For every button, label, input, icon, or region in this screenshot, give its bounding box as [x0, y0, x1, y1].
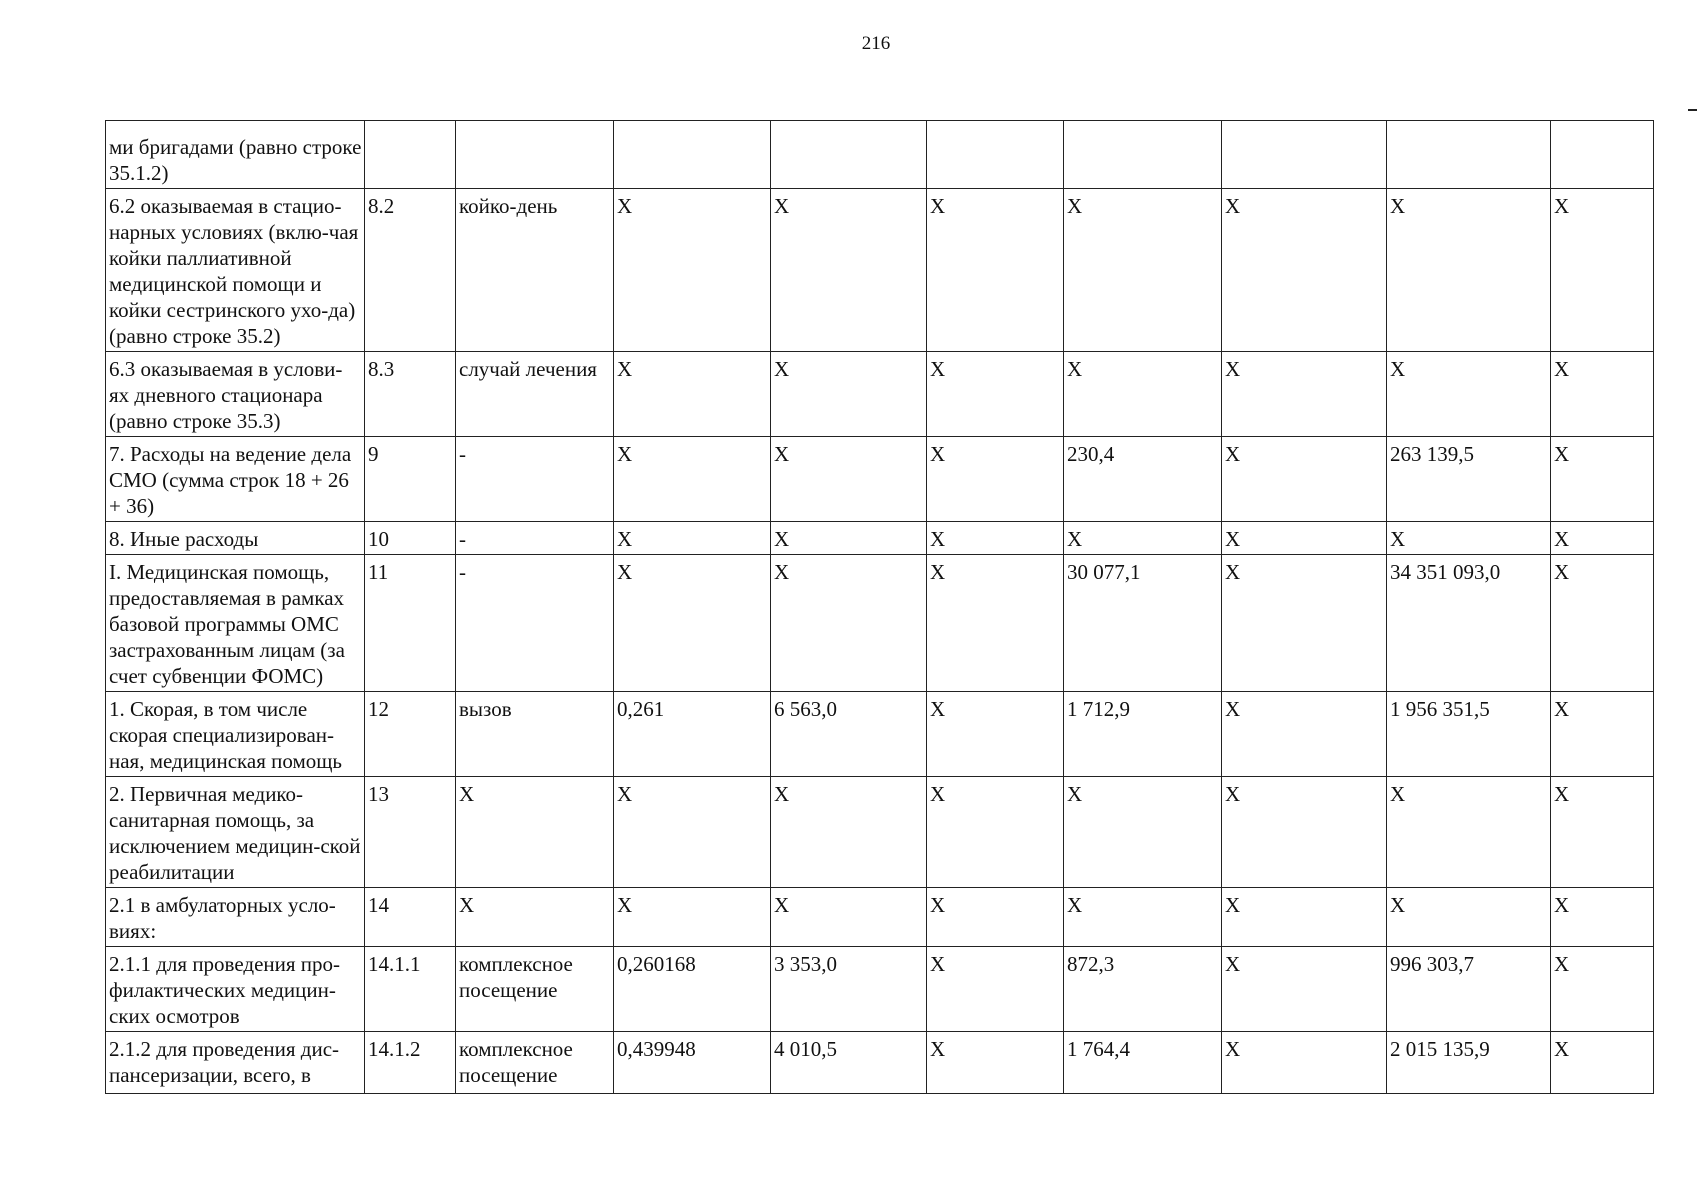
table-cell: X — [1064, 777, 1222, 888]
table-cell: X — [771, 437, 927, 522]
table-cell: X — [1387, 522, 1551, 555]
table-cell: X — [1222, 522, 1387, 555]
table-cell: X — [771, 352, 927, 437]
table-cell: случай лечения — [456, 352, 614, 437]
table-cell: X — [1064, 189, 1222, 352]
table-row — [106, 121, 1654, 189]
table-row — [106, 352, 1654, 437]
table-row — [106, 888, 1654, 947]
table-cell: X — [927, 692, 1064, 777]
table-cell: 0,261 — [614, 692, 771, 777]
table-cell: 1 764,4 — [1064, 1032, 1222, 1094]
table-cell: X — [1064, 522, 1222, 555]
table-cell: X — [1222, 692, 1387, 777]
table-cell: X — [1551, 555, 1654, 692]
table-cell: X — [1222, 189, 1387, 352]
table-cell — [1064, 121, 1222, 189]
table-cell: X — [1222, 947, 1387, 1032]
table-cell: 6.2 оказываемая в стацио-нарных условиях (вклю-чая койки паллиативной медицинской помощи и койки сестринского ухо-да) (равно строке 35.2) — [106, 189, 365, 352]
table-cell: койко-день — [456, 189, 614, 352]
table-cell: X — [927, 888, 1064, 947]
table-cell: 1 712,9 — [1064, 692, 1222, 777]
table-cell: X — [771, 888, 927, 947]
table-row — [106, 555, 1654, 692]
table-cell: X — [771, 522, 927, 555]
table-cell — [927, 121, 1064, 189]
table-cell: 30 077,1 — [1064, 555, 1222, 692]
table-cell: X — [1064, 888, 1222, 947]
table-cell — [456, 121, 614, 189]
table-cell: X — [1551, 947, 1654, 1032]
table-cell: 12 — [365, 692, 456, 777]
table-cell: 263 139,5 — [1387, 437, 1551, 522]
table-cell: X — [614, 555, 771, 692]
table-cell: X — [1551, 777, 1654, 888]
table-cell: 14.1.2 — [365, 1032, 456, 1094]
table-cell: вызов — [456, 692, 614, 777]
table-cell — [1387, 121, 1551, 189]
table-cell — [614, 121, 771, 189]
table-cell: X — [1222, 437, 1387, 522]
table-cell: 1. Скорая, в том числе скорая специализирован-ная, медицинская помощь — [106, 692, 365, 777]
table-cell: 2. Первичная медико-санитарная помощь, за исключением медицин-ской реабилитации — [106, 777, 365, 888]
table-cell: X — [927, 555, 1064, 692]
table-cell: X — [1222, 1032, 1387, 1094]
table-cell: - — [456, 555, 614, 692]
table-cell: 2.1 в амбулаторных усло-виях: — [106, 888, 365, 947]
table-cell: X — [1387, 777, 1551, 888]
table-cell: - — [456, 437, 614, 522]
table-cell: X — [1551, 189, 1654, 352]
table-cell: 14 — [365, 888, 456, 947]
table-cell: X — [1222, 888, 1387, 947]
table-cell: I. Медицинская помощь, предоставляемая в рамках базовой программы ОМС застрахованным лицам (за счет субвенции ФОМС) — [106, 555, 365, 692]
table-cell: 11 — [365, 555, 456, 692]
table-cell — [1551, 121, 1654, 189]
table-cell: 0,439948 — [614, 1032, 771, 1094]
table-cell: - — [456, 522, 614, 555]
table-cell: X — [1387, 888, 1551, 947]
table-cell: X — [456, 777, 614, 888]
table-cell: 13 — [365, 777, 456, 888]
table-cell: X — [771, 189, 927, 352]
table-cell: 872,3 — [1064, 947, 1222, 1032]
table-cell: 10 — [365, 522, 456, 555]
table-cell: 2.1.1 для проведения про-филактических медицин-ских осмотров — [106, 947, 365, 1032]
table-cell: 8.2 — [365, 189, 456, 352]
table-cell: X — [1551, 437, 1654, 522]
table-cell — [1222, 121, 1387, 189]
edge-mark — [1688, 109, 1697, 111]
table-cell: X — [1551, 888, 1654, 947]
table-row — [106, 777, 1654, 888]
table-cell: X — [614, 777, 771, 888]
table-cell: X — [927, 522, 1064, 555]
table-row — [106, 189, 1654, 352]
table-cell — [365, 121, 456, 189]
table-cell: 6.3 оказываемая в услови-ях дневного стационара (равно строке 35.3) — [106, 352, 365, 437]
table-cell: 7. Расходы на ведение дела СМО (сумма строк 18 + 26 + 36) — [106, 437, 365, 522]
table-cell: X — [927, 1032, 1064, 1094]
table-row — [106, 1032, 1654, 1094]
table-cell: X — [927, 777, 1064, 888]
table-cell: 8.3 — [365, 352, 456, 437]
table-row — [106, 522, 1654, 555]
table-cell: X — [614, 352, 771, 437]
table-row — [106, 947, 1654, 1032]
table-cell: 2 015 135,9 — [1387, 1032, 1551, 1094]
table-cell: X — [1387, 352, 1551, 437]
table-row — [106, 437, 1654, 522]
table-cell: ми бригадами (равно строке 35.1.2) — [106, 121, 365, 189]
table-cell: комплексное посещение — [456, 1032, 614, 1094]
table-cell: 996 303,7 — [1387, 947, 1551, 1032]
table-cell: X — [1551, 352, 1654, 437]
table-cell: X — [1551, 692, 1654, 777]
page-number: 216 — [861, 33, 891, 54]
table-cell: X — [927, 947, 1064, 1032]
table-cell: 0,260168 — [614, 947, 771, 1032]
table-cell: X — [1064, 352, 1222, 437]
table-cell: X — [1387, 189, 1551, 352]
table-cell: X — [614, 437, 771, 522]
table-cell: X — [1551, 1032, 1654, 1094]
table-cell: 3 353,0 — [771, 947, 927, 1032]
table-cell: 1 956 351,5 — [1387, 692, 1551, 777]
table-cell: 6 563,0 — [771, 692, 927, 777]
table-cell: 8. Иные расходы — [106, 522, 365, 555]
table-cell: X — [927, 189, 1064, 352]
data-table — [105, 120, 1654, 1094]
table-cell: 9 — [365, 437, 456, 522]
table-cell: 230,4 — [1064, 437, 1222, 522]
table-cell: X — [927, 437, 1064, 522]
table-cell: X — [456, 888, 614, 947]
table-cell: комплексное посещение — [456, 947, 614, 1032]
table-cell: 4 010,5 — [771, 1032, 927, 1094]
table-cell: 34 351 093,0 — [1387, 555, 1551, 692]
table-cell: X — [1222, 777, 1387, 888]
table-cell: X — [927, 352, 1064, 437]
table-cell: X — [1551, 522, 1654, 555]
table-cell: X — [614, 522, 771, 555]
table-row — [106, 692, 1654, 777]
table-cell — [771, 121, 927, 189]
table-cell: 2.1.2 для проведения дис-пансеризации, всего, в — [106, 1032, 365, 1094]
table-cell: X — [1222, 352, 1387, 437]
table-cell: X — [1222, 555, 1387, 692]
table-cell: X — [614, 189, 771, 352]
table-cell: X — [771, 777, 927, 888]
table-cell: 14.1.1 — [365, 947, 456, 1032]
table-cell: X — [614, 888, 771, 947]
table-cell: X — [771, 555, 927, 692]
